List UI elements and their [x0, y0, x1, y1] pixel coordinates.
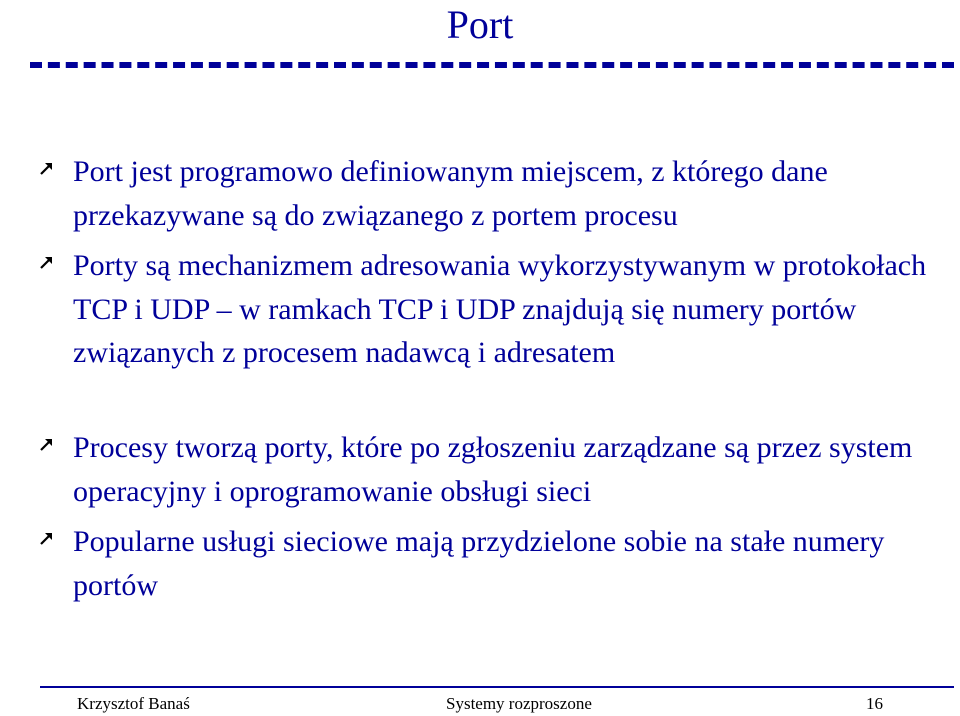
arrow-bullet-icon: [40, 436, 56, 452]
slide-title: Port: [446, 2, 514, 47]
footer-page-number: 16: [866, 694, 883, 713]
arrow-bullet-icon: [40, 160, 56, 176]
footer-author: Krzysztof Banaś: [77, 694, 190, 713]
arrow-bullet-icon: [40, 530, 56, 546]
footer-divider: [40, 686, 954, 688]
bullet-text: Popularne usługi sieciowe mają przydzielone sobie na stałe numery portów: [73, 525, 885, 602]
arrow-bullet-icon: [40, 254, 56, 270]
bullet-text: Porty są mechanizmem adresowania wykorzystywanym w protokołach TCP i UDP – w ramkach TCP i UDP znajdują się numery portów związanych z procesem nadawcą i adresatem: [73, 249, 927, 369]
bullet-text: Port jest programowo definiowanym miejscem, z którego dane przekazywane są do związanego z portem procesu: [73, 155, 828, 232]
bullet-text: Procesy tworzą porty, które po zgłoszeniu zarządzane są przez system operacyjny i oprogramowanie obsługi sieci: [73, 431, 913, 508]
footer-course: Systemy rozproszone: [446, 694, 592, 713]
